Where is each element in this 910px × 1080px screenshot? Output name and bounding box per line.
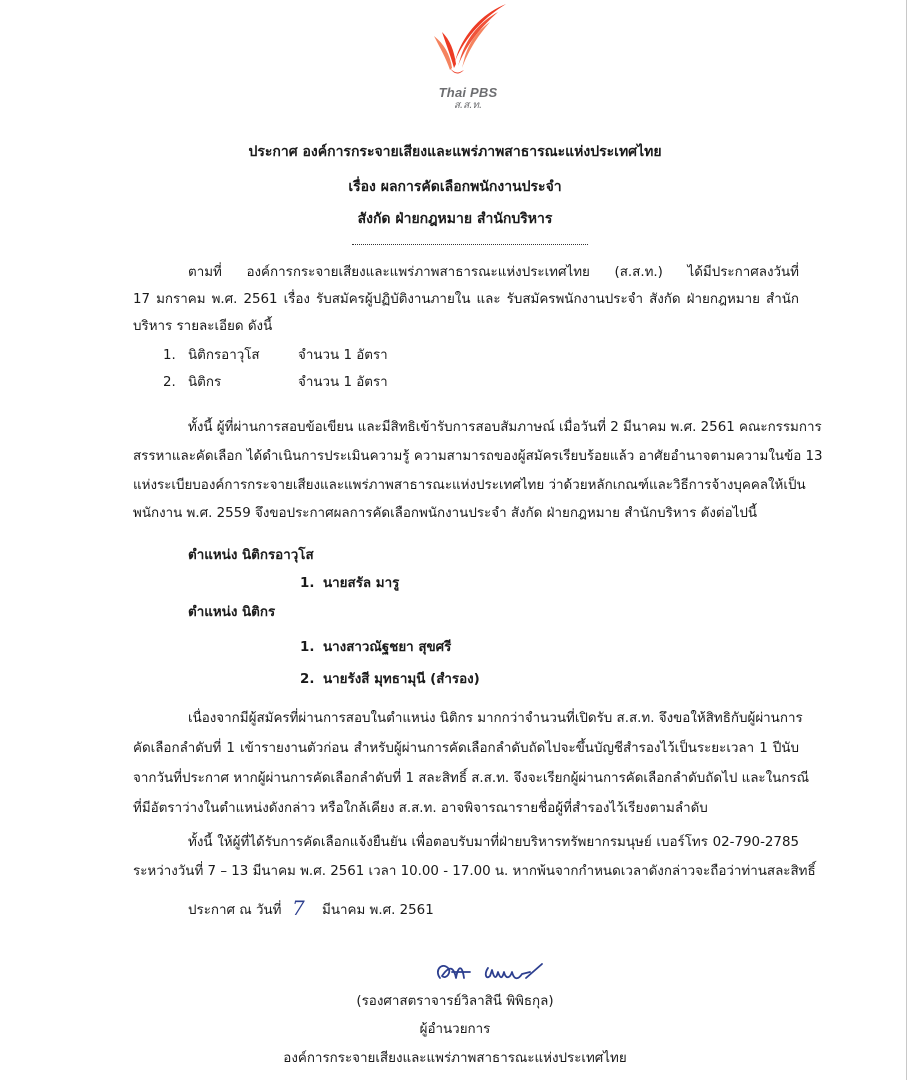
para3-line-2: คัดเลือกลำดับที่ 1 เข้ารายงานตัวก่อน สำหรับผู้ผ่านการคัดเลือกลำดับถัดไปจะขึ้นบัญชีสำรองไว้เป็นระยะเวลา 1 ปีนับ	[133, 741, 799, 756]
legal-1-number: 1.	[300, 640, 315, 655]
position-1-title: นิติกรอาวุโส	[188, 348, 260, 363]
legal-1-name: นางสาวณัฐชยา สุขศรี	[323, 640, 452, 655]
para2-line-1: ทั้งนี้ ผู้ที่ผ่านการสอบข้อเขียน และมีสิทธิเข้ารับการสอบสัมภาษณ์ เมื่อวันที่ 2 มีนาคม พ.ศ. 2561 คณะกรรมการ	[188, 420, 822, 435]
signatory-organization: องค์การกระจายเสียงและแพร่ภาพสาธารณะแห่งประเทศไทย	[283, 1051, 627, 1066]
announcement-subject: เรื่อง ผลการคัดเลือกพนักงานประจำ	[348, 179, 562, 195]
intro-line-1: ตามที่ องค์การกระจายเสียงและแพร่ภาพสาธารณะแห่งประเทศไทย (ส.ส.ท.) ได้มีประกาศลงวันที่	[188, 265, 799, 280]
para3-line-1: เนื่องจากมีผู้สมัครที่ผ่านการสอบในตำแหน่ง นิติกร มากกว่าจำนวนที่เปิดรับ ส.ส.ท. จึงขอให้สิทธิกับผู้ผ่านการ	[188, 711, 803, 726]
logo-abbreviation: ส.ส.ท.	[453, 100, 483, 111]
legal-heading: ตำแหน่ง นิติกร	[188, 605, 276, 620]
senior-1-number: 1.	[300, 576, 315, 591]
handwritten-signature	[430, 958, 550, 986]
para4-line-1: ทั้งนี้ ให้ผู้ที่ได้รับการคัดเลือกแจ้งยืนยัน เพื่อตอบรับมาที่ฝ่ายบริหารทรัพยากรมนุษย์ เบอร์โทร 02-790-2785	[188, 835, 799, 850]
signatory-name: (รองศาสตราจารย์วิลาสินี พิพิธกุล)	[356, 994, 554, 1009]
para2-line-2: สรรหาและคัดเลือก ได้ดำเนินการประเมินความรู้ ความสามารถของผู้สมัครเรียบร้อยแล้ว อาศัยอำนาจตามความในข้อ 13	[133, 449, 823, 464]
intro-line-3: บริหาร รายละเอียด ดังนี้	[133, 319, 273, 334]
announcement-department: สังกัด ฝ่ายกฎหมาย สำนักบริหาร	[357, 211, 553, 227]
announce-suffix: มีนาคม พ.ศ. 2561	[322, 903, 434, 918]
intro-line-2: 17 มกราคม พ.ศ. 2561 เรื่อง รับสมัครผู้ปฏิบัติงานภายใน และ รับสมัครพนักงานประจำ สังกัด ฝ่ายกฎหมาย สำนัก	[133, 292, 799, 307]
position-2-title: นิติกร	[188, 375, 222, 390]
para3-line-4: ที่มีอัตราว่างในตำแหน่งดังกล่าว หรือใกล้เคียง ส.ส.ท. อาจพิจารณารายชื่อผู้ที่สำรองไว้เรียงตามลำดับ	[133, 801, 708, 816]
para2-line-3: แห่งระเบียบองค์การกระจายเสียงและแพร่ภาพสาธารณะแห่งประเทศไทย ว่าด้วยหลักเกณฑ์และวิธีการจ้างบุคคลให้เป็น	[133, 478, 806, 493]
announce-day: 7	[292, 896, 305, 920]
para4-line-2: ระหว่างวันที่ 7 – 13 มีนาคม พ.ศ. 2561 เวลา 10.00 - 17.00 น. หากพ้นจากกำหนดเวลาดังกล่าวจะถือว่าท่านสละสิทธิ์	[133, 864, 816, 879]
dotted-separator	[352, 244, 588, 245]
signature	[430, 958, 550, 990]
senior-heading: ตำแหน่ง นิติกรอาวุโส	[188, 548, 314, 563]
signatory-position: ผู้อำนวยการ	[419, 1022, 491, 1037]
position-2-number: 2.	[163, 375, 176, 390]
para3-line-3: จากวันที่ประกาศ หากผู้ผ่านการคัดเลือกลำดับที่ 1 สละสิทธิ์ ส.ส.ท. จึงจะเรียกผู้ผ่านการคัดเลือกลำดับถัดไป และในกรณี	[133, 771, 810, 786]
logo-wordmark: Thai PBS	[438, 85, 498, 100]
announcement-title: ประกาศ องค์การกระจายเสียงและแพร่ภาพสาธารณะแห่งประเทศไทย	[248, 144, 662, 160]
legal-2-name: นายรังสี มุทธามุนี (สำรอง)	[323, 672, 480, 687]
position-2-count: จำนวน 1 อัตรา	[298, 375, 388, 390]
announce-prefix: ประกาศ ณ วันที่	[188, 903, 282, 918]
legal-2-number: 2.	[300, 672, 315, 687]
bird-icon	[428, 2, 508, 84]
para2-line-4: พนักงาน พ.ศ. 2559 จึงขอประกาศผลการคัดเลือกพนักงานประจำ สังกัด ฝ่ายกฎหมาย สำนักบริหาร ดังต่อไปนี้	[133, 506, 757, 521]
position-1-number: 1.	[163, 348, 176, 363]
thai-pbs-logo	[420, 2, 516, 111]
senior-1-name: นายสรัล มารู	[323, 576, 400, 591]
position-1-count: จำนวน 1 อัตรา	[298, 348, 388, 363]
